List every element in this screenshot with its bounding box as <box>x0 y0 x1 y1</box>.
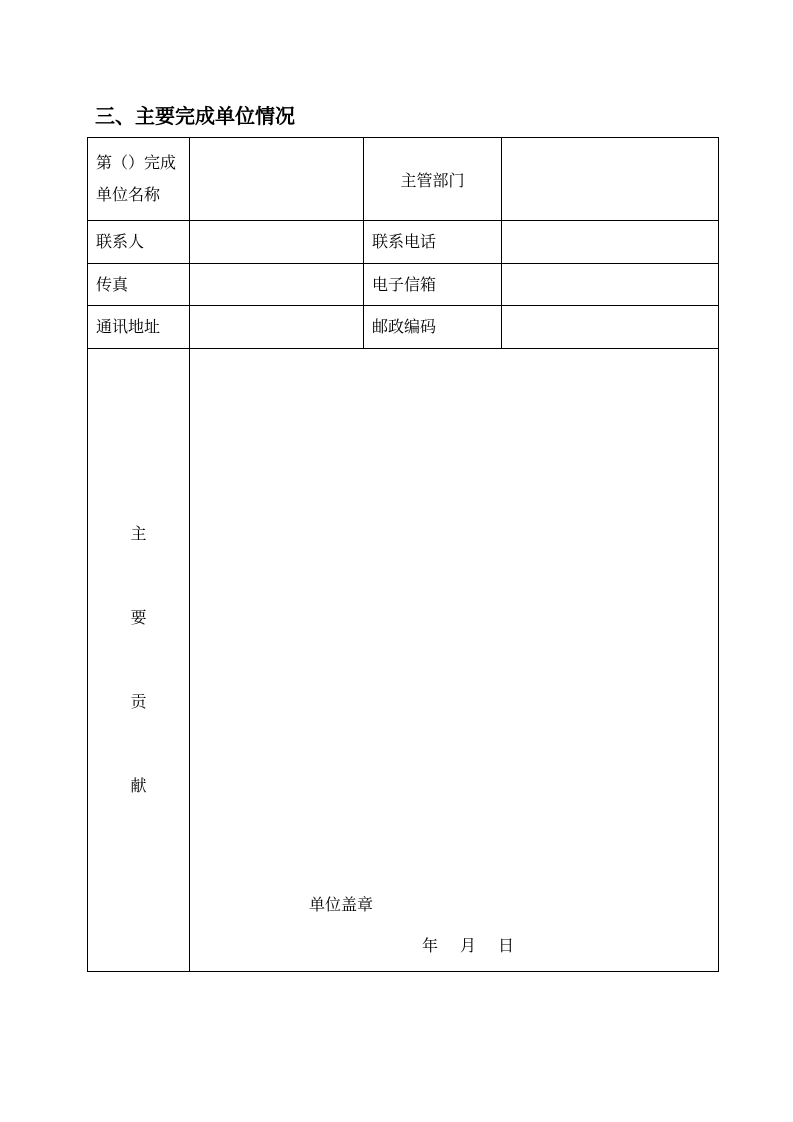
address-label-text: 通讯地址 <box>96 317 161 336</box>
contact-field[interactable] <box>190 221 364 264</box>
date-line <box>422 936 514 956</box>
row-unit-name <box>88 138 719 221</box>
postcode-label-text: 邮政编码 <box>372 317 437 336</box>
unit-name-label-line1: 第（）完成 <box>96 153 177 172</box>
contribution-field[interactable] <box>190 349 719 972</box>
date-month: 月 <box>460 936 477 955</box>
department-field[interactable] <box>502 138 719 221</box>
unit-seal-label: 单位盖章 <box>309 895 374 914</box>
phone-label <box>364 221 502 264</box>
unit-name-label <box>88 138 190 221</box>
date-year: 年 <box>422 936 439 955</box>
department-label-text: 主管部门 <box>400 170 465 190</box>
contribution-char-2: 要 <box>130 608 147 627</box>
row-fax <box>88 264 719 306</box>
postcode-label <box>364 306 502 349</box>
phone-field[interactable] <box>502 221 719 264</box>
unit-info-form <box>87 137 719 972</box>
email-label <box>364 264 502 306</box>
contribution-char-4: 献 <box>130 776 147 795</box>
address-field[interactable] <box>190 306 364 349</box>
section-title: 三、主要完成单位情况 <box>95 104 295 128</box>
fax-label <box>88 264 190 306</box>
department-label <box>364 138 502 221</box>
contribution-char-1: 主 <box>130 524 147 543</box>
date-day: 日 <box>498 936 515 955</box>
address-label <box>88 306 190 349</box>
unit-name-field[interactable] <box>190 138 364 221</box>
phone-label-text: 联系电话 <box>372 232 437 251</box>
row-contact <box>88 221 719 264</box>
unit-name-label-line2: 单位名称 <box>96 185 161 204</box>
contribution-label <box>88 349 190 972</box>
row-address <box>88 306 719 349</box>
contact-label-text: 联系人 <box>96 232 145 251</box>
email-field[interactable] <box>502 264 719 306</box>
fax-label-text: 传真 <box>96 274 129 294</box>
contact-label <box>88 221 190 264</box>
fax-field[interactable] <box>190 264 364 306</box>
contribution-char-3: 贡 <box>130 692 147 711</box>
email-label-text: 电子信箱 <box>372 274 437 294</box>
row-contribution <box>88 349 719 972</box>
postcode-field[interactable] <box>502 306 719 349</box>
